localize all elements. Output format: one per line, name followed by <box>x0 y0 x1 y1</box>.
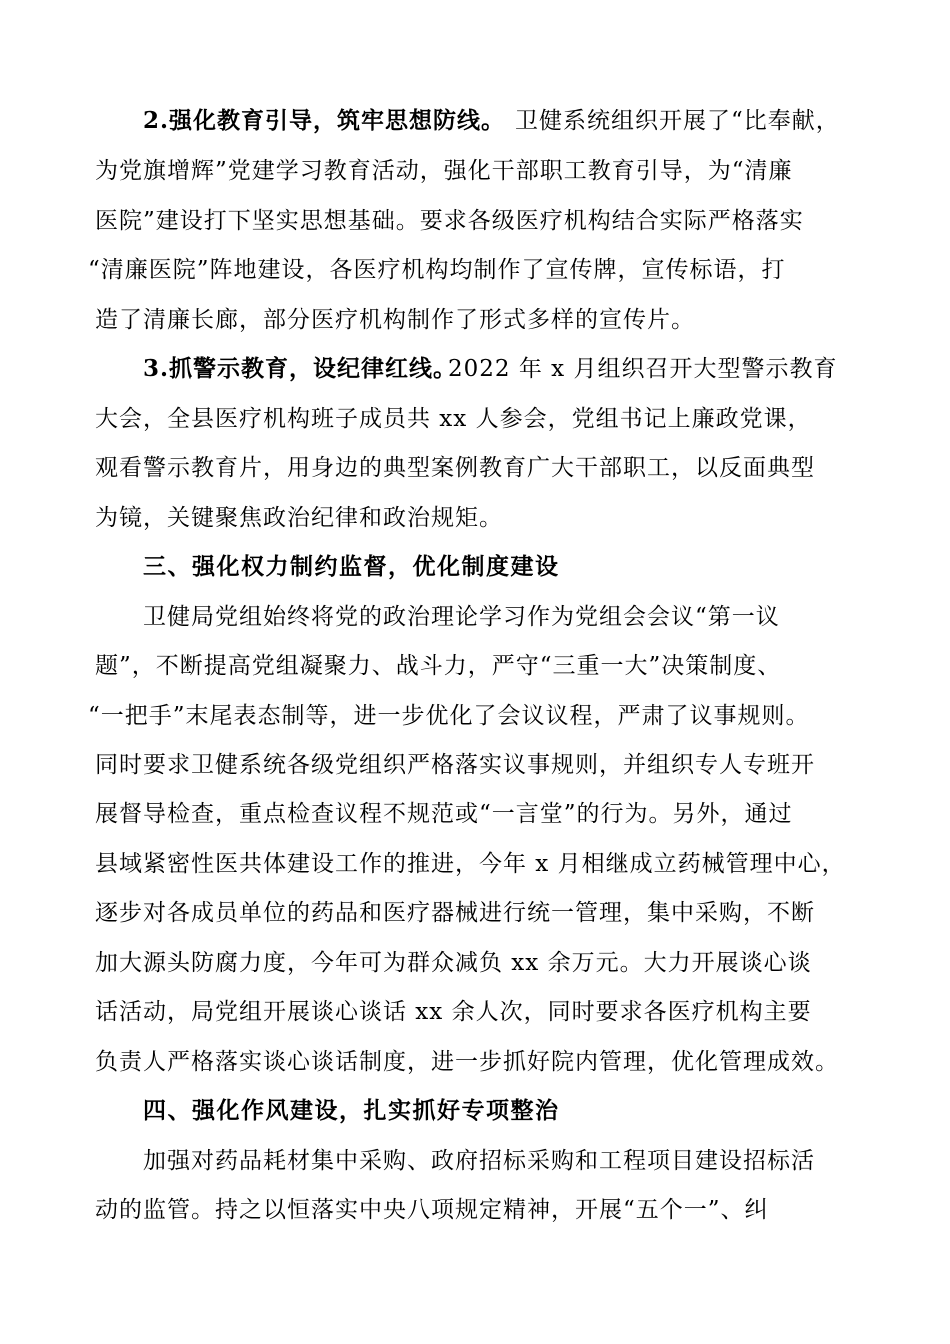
section3-line-5-text: 展督导检查，重点检查议程不规范或“一言堂”的行为。另外，通过 <box>95 801 793 827</box>
section3-line-1 <box>0 593 950 641</box>
item2-line-5 <box>0 296 950 344</box>
item3-heading: 3.抓警示教育，设纪律红线。 <box>143 355 458 382</box>
item3-line-1-text: 2022 年 x 月组织召开大型警示教育 <box>448 356 838 382</box>
section3-line-6-text: 县域紧密性医共体建设工作的推进，今年 x 月相继成立药械管理中心， <box>95 851 846 877</box>
item2-line-4 <box>0 246 950 294</box>
section3-heading-line <box>0 543 950 591</box>
section4-line-1-text: 加强对药品耗材集中采购、政府招标采购和工程项目建设招标活 <box>143 1148 815 1174</box>
item3-line-2-text: 大会，全县医疗机构班子成员共 xx 人参会，党组书记上廉政党课， <box>95 406 812 432</box>
item2-line-3 <box>0 197 950 245</box>
section3-line-7 <box>0 889 950 937</box>
section3-line-9-text: 话活动，局党组开展谈心谈话 xx 余人次，同时要求各医疗机构主要 <box>95 999 812 1025</box>
section3-line-3-text: “一把手”末尾表态制等，进一步优化了会议议程，严肃了议事规则。 <box>88 703 810 729</box>
section3-heading: 三、强化权力制约监督，优化制度建设 <box>143 554 560 580</box>
item2-line-5-text: 造了清廉长廊，部分医疗机构制作了形式多样的宣传片。 <box>95 307 695 333</box>
section4-line-2-text: 动的监管。持之以恒落实中央八项规定精神，开展“五个一”、纠 <box>95 1197 769 1223</box>
section3-line-3 <box>0 692 950 740</box>
item3-line-3 <box>0 444 950 492</box>
item2-line-2-text: 为党旗增辉”党建学习教育活动，强化干部职工教育引导，为“清廉 <box>95 158 793 184</box>
section3-line-10-text: 负责人严格落实谈心谈话制度，进一步抓好院内管理，优化管理成效。 <box>95 1049 839 1075</box>
item3-line-3-text: 观看警示教育片，用身边的典型案例教育广大干部职工，以反面典型 <box>95 455 815 481</box>
section4-line-2 <box>0 1186 950 1234</box>
item2-line-4-text: “清廉医院”阵地建设，各医疗机构均制作了宣传牌，宣传标语，打 <box>88 257 786 283</box>
item2-heading: 2.强化教育引导，筑牢思想防线。 <box>143 107 506 134</box>
item2-line-2 <box>0 147 950 195</box>
section3-line-6 <box>0 840 950 888</box>
section3-line-8-text: 加大源头防腐力度，今年可为群众减负 xx 余万元。大力开展谈心谈 <box>95 950 812 976</box>
section3-line-7-text: 逐步对各成员单位的药品和医疗器械进行统一管理，集中采购，不断 <box>95 900 815 926</box>
item3-line-4-text: 为镜，关键聚焦政治纪律和政治规矩。 <box>95 505 503 531</box>
item3-line-1 <box>0 345 950 393</box>
section3-line-2-text: 题”，不断提高党组凝聚力、战斗力，严守“三重一大”决策制度、 <box>95 653 782 679</box>
section4-heading-line <box>0 1087 950 1135</box>
item3-line-2 <box>0 395 950 443</box>
section3-line-10 <box>0 1038 950 1086</box>
section3-line-9 <box>0 988 950 1036</box>
section3-line-2 <box>0 642 950 690</box>
section4-heading: 四、强化作风建设，扎实抓好专项整治 <box>143 1098 560 1124</box>
item2-line-1 <box>0 97 950 145</box>
section3-line-4-text: 同时要求卫健系统各级党组织严格落实议事规则，并组织专人专班开 <box>95 752 815 778</box>
item3-line-4 <box>0 494 950 542</box>
section3-line-4 <box>0 741 950 789</box>
item2-line-1-text: 卫健系统组织开展了“比奉献， <box>515 108 840 134</box>
section3-line-1-text: 卫健局党组始终将党的政治理论学习作为党组会会议“第一议 <box>143 604 780 630</box>
section4-line-1 <box>0 1137 950 1185</box>
section3-line-8 <box>0 939 950 987</box>
section3-line-5 <box>0 790 950 838</box>
item2-line-3-text: 医院”建设打下坚实思想基础。要求各级医疗机构结合实际严格落实 <box>95 208 804 234</box>
